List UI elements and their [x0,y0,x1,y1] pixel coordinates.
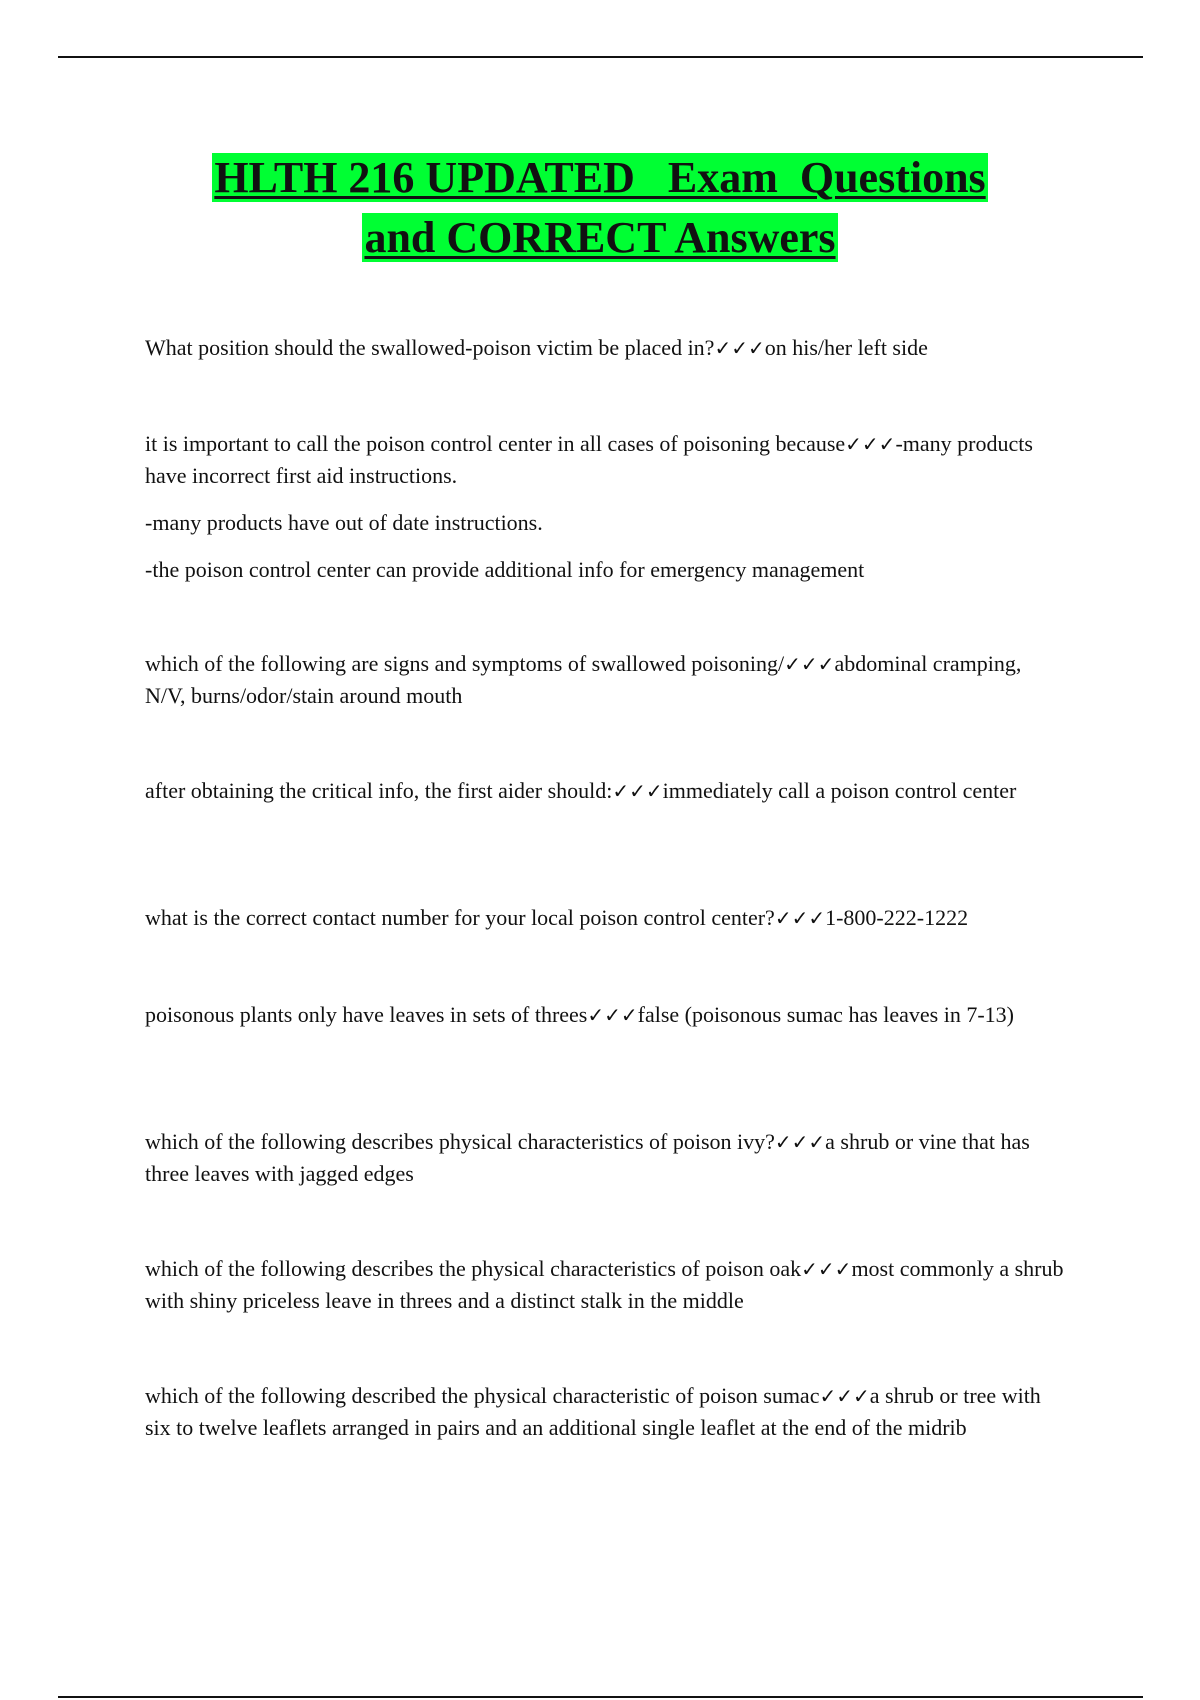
checkmark-icon: ✓✓✓ [774,906,826,930]
question-text: it is important to call the poison control center in all cases of poisoning because [145,431,846,456]
document-title [0,148,1200,268]
checkmark-icon: ✓✓✓ [774,1130,826,1154]
qa-paragraph [145,1253,1065,1316]
qa-item-5 [145,902,1065,950]
qa-item-9 [145,1380,1065,1459]
question-text: after obtaining the critical info, the first aider should: [145,778,613,803]
answer-extra-line: -many products have out of date instructions. [145,510,543,535]
answer-extra-line: -the poison control center can provide additional info for emergency management [145,557,865,582]
answer-text: -many products have incorrect first aid instructions. [145,431,1033,488]
qa-paragraph [145,1126,1065,1189]
question-text: which of the following describes physical characteristics of poison ivy? [145,1129,775,1154]
qa-item-4 [145,775,1065,823]
checkmark-icon: ✓✓✓ [784,652,835,676]
top-rule [58,56,1143,58]
answer-text: immediately call a poison control center [662,778,1017,803]
answer-text: 1-800-222-1222 [825,905,969,930]
answer-text: abdominal cramping, N/V, burns/odor/stain around mouth [145,651,1022,708]
qa-item-7 [145,1126,1065,1205]
qa-paragraph [145,428,1065,491]
bottom-rule [58,1696,1143,1698]
qa-paragraph [145,332,1065,364]
question-text: which of the following are signs and symptoms of swallowed poisoning/ [145,651,785,676]
checkmark-icon: ✓✓✓ [819,1384,870,1408]
checkmark-icon: ✓✓✓ [714,336,765,360]
title-line-1: HLTH 216 UPDATED Exam Questions [214,153,986,202]
qa-item-6 [145,999,1065,1047]
checkmark-icon: ✓✓✓ [587,1003,638,1027]
answer-text: a shrub or tree with six to twelve leaflets arranged in pairs and an additional single leaflet at the end of the midrib [145,1383,1041,1440]
qa-item-2 [145,428,1065,601]
qa-paragraph [145,648,1065,711]
question-text: which of the following described the physical characteristic of poison sumac [145,1383,820,1408]
question-text: poisonous plants only have leaves in sets of threes [145,1002,588,1027]
qa-paragraph [145,902,1065,934]
qa-paragraph [145,999,1065,1031]
question-text: What position should the swallowed-poison victim be placed in? [145,335,715,360]
qa-item-8 [145,1253,1065,1332]
checkmark-icon: ✓✓✓ [612,779,663,803]
qa-paragraph [145,775,1065,807]
answer-text: on his/her left side [764,335,928,360]
qa-item-1 [145,332,1065,380]
checkmark-icon: ✓✓✓ [845,432,896,456]
qa-paragraph [145,1380,1065,1443]
answer-text: a shrub or vine that has three leaves with jagged edges [145,1129,1030,1186]
question-text: which of the following describes the physical characteristics of poison oak [145,1256,802,1281]
checkmark-icon: ✓✓✓ [801,1257,852,1281]
question-text: what is the correct contact number for your local poison control center? [145,905,775,930]
answer-text: most commonly a shrub with shiny priceless leave in threes and a distinct stalk in the middle [145,1256,1064,1313]
qa-item-3 [145,648,1065,727]
answer-text: false (poisonous sumac has leaves in 7-13) [637,1002,1015,1027]
title-line-2: and CORRECT Answers [364,213,836,262]
